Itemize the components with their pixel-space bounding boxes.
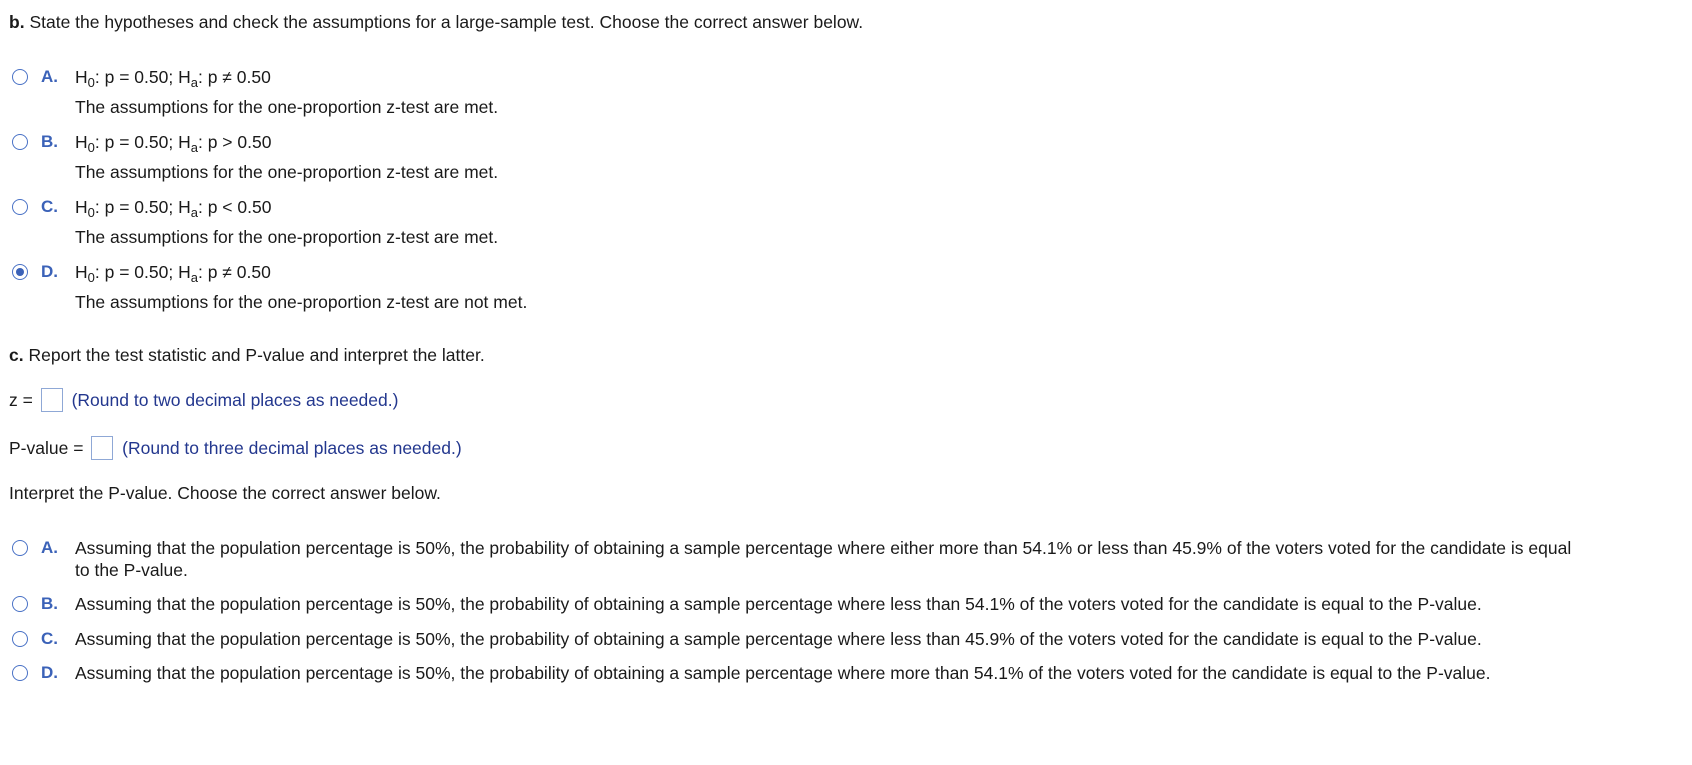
null-hypothesis: p = 0.50 (104, 262, 169, 282)
option-text-line2: to the P-value. (75, 560, 188, 580)
part-c-option-c[interactable] (9, 628, 1692, 652)
option-letter: C. (41, 197, 58, 216)
part-b-option-b[interactable] (9, 131, 1689, 182)
option-letter: B. (41, 132, 58, 151)
radio-button-selected[interactable] (12, 264, 28, 280)
part-c-option-a[interactable] (9, 537, 1692, 583)
h-symbol: H (178, 197, 191, 217)
z-row (9, 386, 398, 412)
part-c-label: c. (9, 345, 24, 365)
radio-button[interactable] (12, 631, 28, 647)
part-c-option-b[interactable] (9, 593, 1692, 617)
option-text (75, 537, 1692, 581)
option-text: Assuming that the population percentage is 50%, the probability of obtaining a sample percentage where more than 54.1% of the voters voted for the candidate is equal to the P-value. (75, 663, 1491, 683)
part-b-prompt-text: State the hypotheses and check the assumptions for a large-sample test. Choose the correct answer below. (29, 12, 864, 32)
option-letter: D. (41, 262, 58, 281)
h-symbol: H (75, 262, 88, 282)
h0-subscript: 0 (87, 140, 95, 155)
z-answer-input[interactable] (41, 388, 63, 412)
part-c-prompt (9, 344, 485, 366)
part-b-label: b. (9, 12, 25, 32)
assumption-text: The assumptions for the one-proportion z-test are met. (75, 162, 499, 182)
z-rounding-hint: (Round to two decimal places as needed.) (71, 390, 399, 411)
option-letter: C. (41, 629, 58, 648)
part-b-option-c[interactable] (9, 196, 1689, 247)
assumption-text: The assumptions for the one-proportion z-test are met. (75, 97, 499, 117)
part-b-prompt (9, 11, 863, 33)
option-letter: D. (41, 663, 58, 682)
hypotheses: $H_0$: p = 0.50; $H_a$: p < 0.50 (75, 197, 272, 220)
option-text: Assuming that the population percentage is 50%, the probability of obtaining a sample percentage where less than 45.9% of the voters voted for the candidate is equal to the P-value. (75, 629, 1482, 649)
radio-button[interactable] (12, 665, 28, 681)
option-letter: A. (41, 538, 58, 557)
option-letter: A. (41, 67, 58, 86)
h-symbol: H (75, 197, 88, 217)
hypotheses: $H_0$: p = 0.50; $H_a$: p ≠ 0.50 (75, 262, 271, 285)
p-value-answer-input[interactable] (91, 436, 113, 460)
ha-subscript: a (190, 205, 198, 220)
h-symbol: H (178, 132, 191, 152)
assumption-text: The assumptions for the one-proportion z-test are not met. (75, 292, 528, 312)
radio-button[interactable] (12, 69, 28, 85)
ha-subscript: a (190, 270, 198, 285)
h0-subscript: 0 (87, 270, 95, 285)
h-symbol: H (178, 262, 191, 282)
alternative-hypothesis: p < 0.50 (207, 197, 272, 217)
h-symbol: H (75, 67, 88, 87)
h0-subscript: 0 (87, 205, 95, 220)
p-value-rounding-hint: (Round to three decimal places as needed.) (122, 438, 462, 459)
radio-button[interactable] (12, 134, 28, 150)
part-c-prompt-text: Report the test statistic and P-value and interpret the latter. (28, 345, 485, 365)
null-hypothesis: p = 0.50 (104, 132, 169, 152)
hypotheses: $H_0$: p = 0.50; $H_a$: p ≠ 0.50 (75, 67, 271, 90)
radio-button[interactable] (12, 540, 28, 556)
radio-button[interactable] (12, 596, 28, 612)
null-hypothesis: p = 0.50 (104, 67, 169, 87)
option-letter: B. (41, 594, 58, 613)
alternative-hypothesis: p ≠ 0.50 (207, 67, 271, 87)
alternative-hypothesis: p > 0.50 (207, 132, 272, 152)
p-value-label: P-value = (9, 438, 84, 459)
hypotheses: $H_0$: p = 0.50; $H_a$: p > 0.50 (75, 132, 272, 155)
ha-subscript: a (190, 75, 198, 90)
h-symbol: H (75, 132, 88, 152)
ha-subscript: a (190, 140, 198, 155)
h0-subscript: 0 (87, 75, 95, 90)
option-text-line1: Assuming that the population percentage is 50%, the probability of obtaining a sample percentage where either more than 54.1% or less than 45.9% of the voters voted for the candidate is equal (75, 538, 1572, 558)
h-symbol: H (178, 67, 191, 87)
interpret-prompt: Interpret the P-value. Choose the correct answer below. (9, 483, 441, 503)
option-text: Assuming that the population percentage is 50%, the probability of obtaining a sample percentage where less than 54.1% of the voters voted for the candidate is equal to the P-value. (75, 594, 1482, 614)
null-hypothesis: p = 0.50 (104, 197, 169, 217)
p-value-row (9, 434, 462, 460)
z-label: z = (9, 390, 33, 411)
alternative-hypothesis: p ≠ 0.50 (207, 262, 271, 282)
assumption-text: The assumptions for the one-proportion z-test are met. (75, 227, 499, 247)
part-b-option-d[interactable] (9, 261, 1689, 312)
part-c-option-d[interactable] (9, 662, 1692, 686)
radio-button[interactable] (12, 199, 28, 215)
part-b-option-a[interactable] (9, 66, 1689, 117)
